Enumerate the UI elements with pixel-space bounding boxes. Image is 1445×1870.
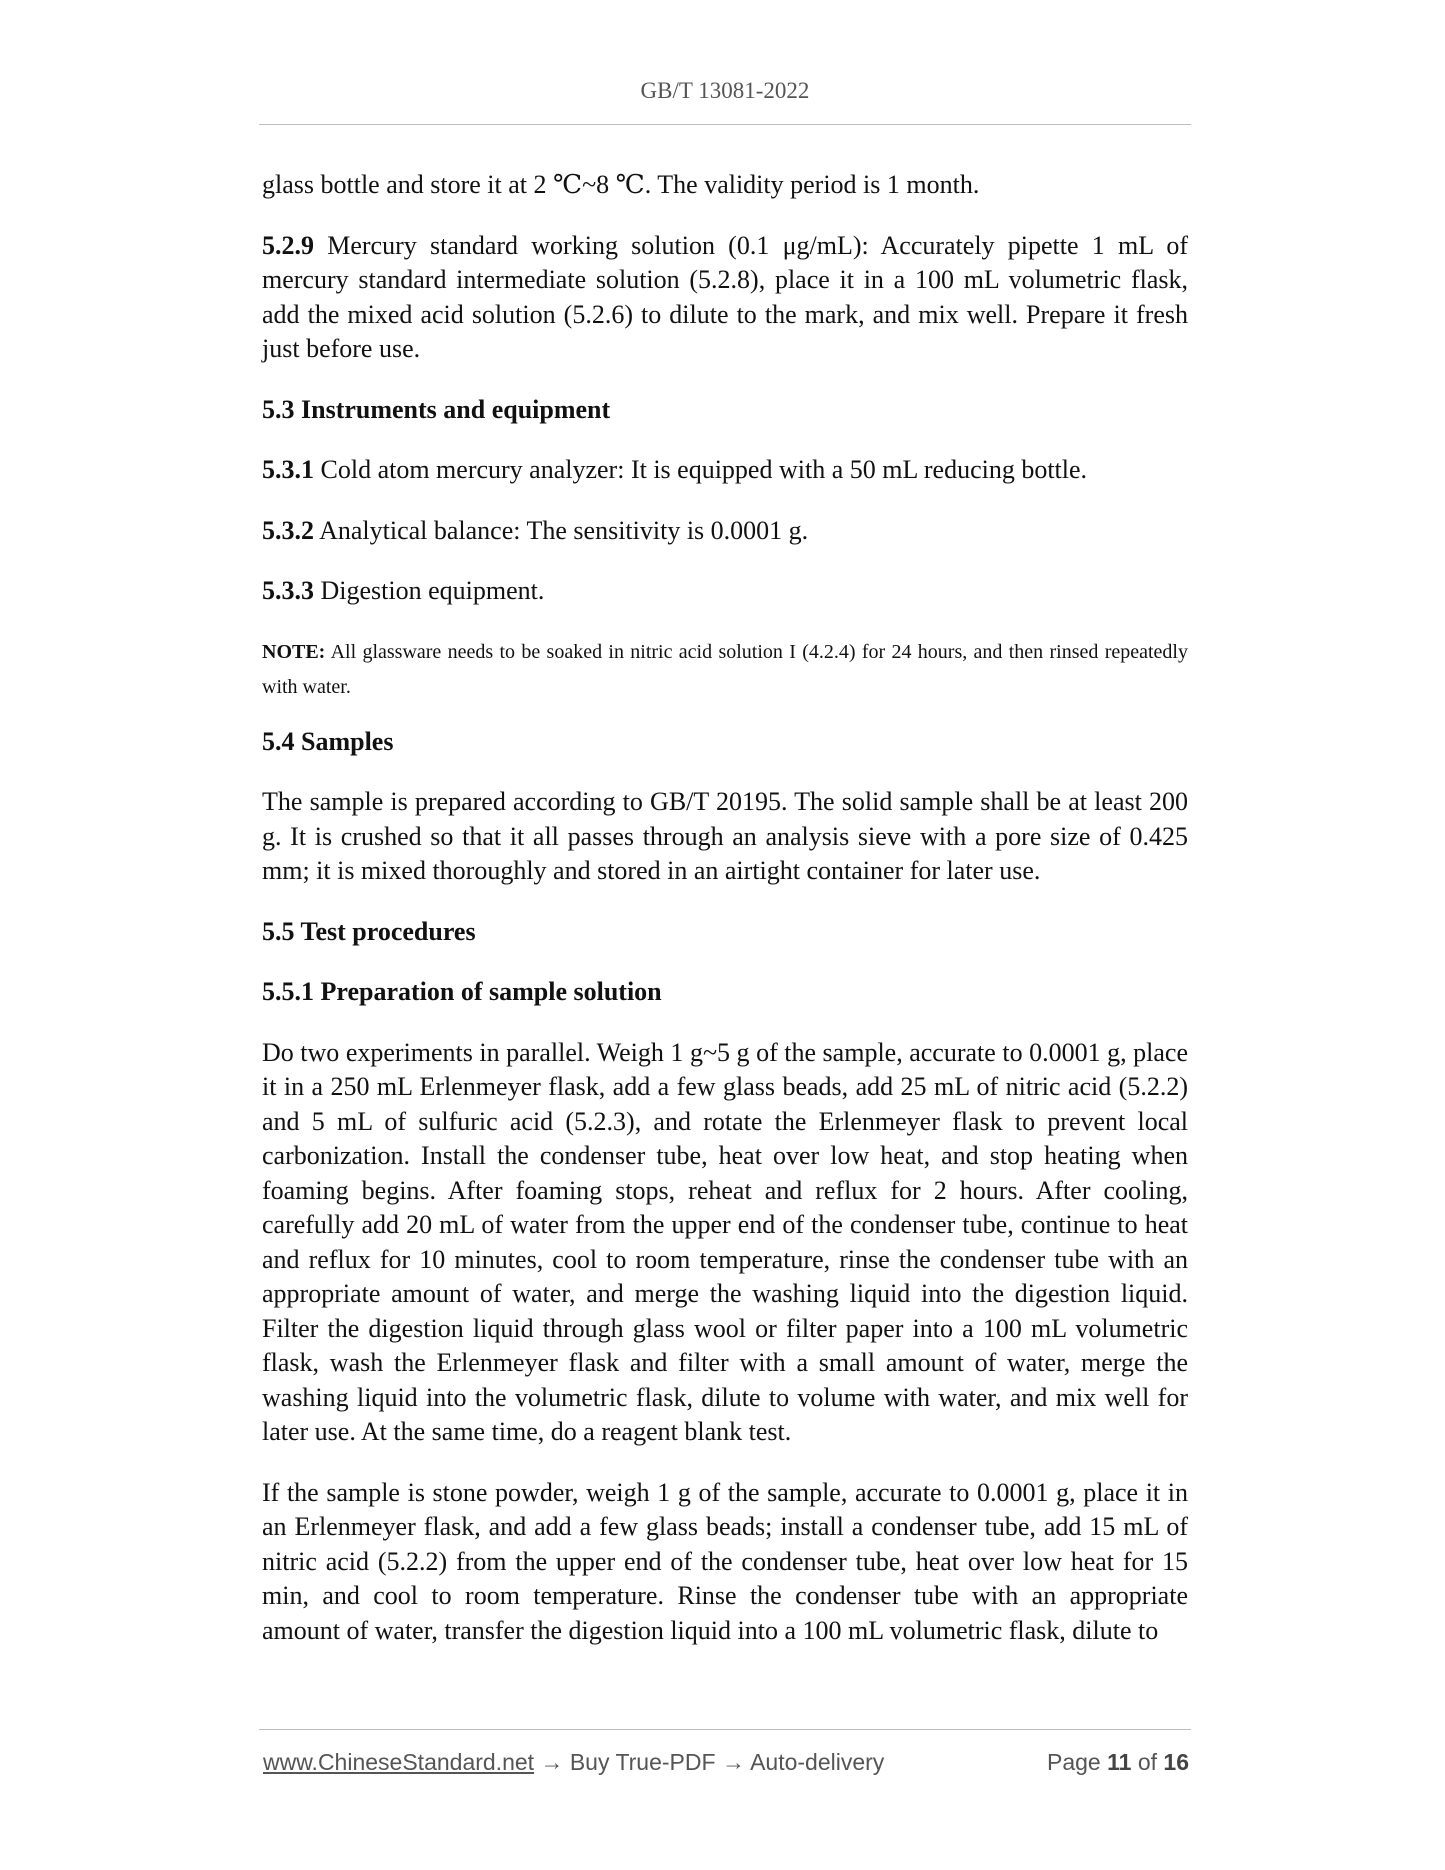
clause-text: Cold atom mercury analyzer: It is equipped with a 50 mL reducing bottle. bbox=[320, 455, 1088, 484]
page-of-label: of bbox=[1137, 1749, 1158, 1775]
header-divider bbox=[259, 124, 1191, 125]
note-label: NOTE: bbox=[262, 640, 326, 663]
clause-5-3-2 bbox=[262, 514, 1188, 549]
samples-paragraph: The sample is prepared according to GB/T 20195. The solid sample shall be at least 200 g. It is crushed so that it all passes through an analysis sieve with a pore size of 0.425 mm; it is mixed thoroughly and stored in an airtight container for later use. bbox=[262, 787, 1188, 885]
clause-number: 5.2.9 bbox=[262, 230, 314, 260]
page-label: Page bbox=[1047, 1749, 1101, 1775]
page-number bbox=[1047, 1749, 1189, 1776]
website-link[interactable]: www.ChineseStandard.net bbox=[263, 1749, 535, 1775]
clause-5-3-3 bbox=[262, 574, 1188, 609]
document-body bbox=[262, 168, 1188, 1674]
page-current: 11 bbox=[1107, 1749, 1132, 1775]
clause-number: 5.3.3 bbox=[262, 576, 314, 605]
page-footer bbox=[263, 1749, 1189, 1783]
section-heading-5-4: 5.4 Samples bbox=[262, 726, 394, 756]
clause-text: Analytical balance: The sensitivity is 0.0001 g. bbox=[319, 515, 809, 545]
auto-delivery-text: Auto-delivery bbox=[750, 1749, 885, 1775]
note-text: All glassware needs to be soaked in nitric acid solution I (4.2.4) for 24 hours, and then rinsed repeatedly with water. bbox=[262, 640, 1188, 698]
note-paragraph bbox=[262, 635, 1188, 705]
section-heading-5-5: 5.5 Test procedures bbox=[262, 916, 476, 946]
clause-5-2-9 bbox=[262, 229, 1188, 367]
preparation-paragraph-1: Do two experiments in parallel. Weigh 1 g~5 g of the sample, accurate to 0.0001 g, place it in a 250 mL Erlenmeyer flask, add a few glass beads, add 25 mL of nitric acid (5.2.2) and 5 mL of sulfuric acid (5.2.3), and rotate the Erlenmeyer flask to prevent local carbonization. Install the condenser tube, heat over low heat, and stop heating when foaming begins. After foaming stops, reheat and reflux for 2 hours. After cooling, carefully add 20 mL of water from the upper end of the condenser tube, continue to heat and reflux for 10 minutes, cool to room temperature, rinse the condenser tube with an appropriate amount of water, and merge the washing liquid into the digestion liquid. Filter the digestion liquid through glass wool or filter paper into a 100 mL volumetric flask, wash the Erlenmeyer flask and filter with a small amount of water, merge the washing liquid into the volumetric flask, dilute to volume with water, and mix well for later use. At the same time, do a reagent blank test. bbox=[262, 1037, 1188, 1446]
arrow-right-icon: → bbox=[540, 1749, 564, 1775]
clause-text: Digestion equipment. bbox=[320, 576, 545, 605]
preparation-paragraph-2: If the sample is stone powder, weigh 1 g of the sample, accurate to 0.0001 g, place it in an Erlenmeyer flask, and add a few glass beads; install a condenser tube, add 15 mL of nitric acid (5.2.2) from the upper end of the condenser tube, heat over low heat for 15 min, and cool to room temperature. Rinse the condenser tube with an appropriate amount of water, transfer the digestion liquid into a 100 mL volumetric flask, dilute to bbox=[262, 1477, 1188, 1645]
clause-text: Mercury standard working solution (0.1 μg/mL): Accurately pipette 1 mL of mercury standard intermediate solution (5.2.8), place it in a 100 mL volumetric flask, add the mixed acid solution (5.2.6) to dilute to the mark, and mix well. Prepare it fresh just before use. bbox=[262, 230, 1189, 363]
buy-pdf-text: Buy True-PDF bbox=[569, 1749, 716, 1775]
section-heading-5-3: 5.3 Instruments and equipment bbox=[262, 394, 611, 424]
page-total: 16 bbox=[1163, 1749, 1189, 1775]
arrow-right-icon: → bbox=[721, 1749, 745, 1775]
clause-5-3-1 bbox=[262, 453, 1188, 488]
section-heading-5-5-1: 5.5.1 Preparation of sample solution bbox=[262, 977, 662, 1006]
continued-paragraph: glass bottle and store it at 2 ℃~8 ℃. The validity period is 1 month. bbox=[262, 170, 980, 199]
footer-divider bbox=[259, 1729, 1191, 1730]
clause-number: 5.3.2 bbox=[262, 515, 314, 545]
page-header: GB/T 13081-2022 bbox=[640, 78, 810, 103]
clause-number: 5.3.1 bbox=[262, 455, 314, 484]
footer-promo bbox=[263, 1749, 884, 1776]
